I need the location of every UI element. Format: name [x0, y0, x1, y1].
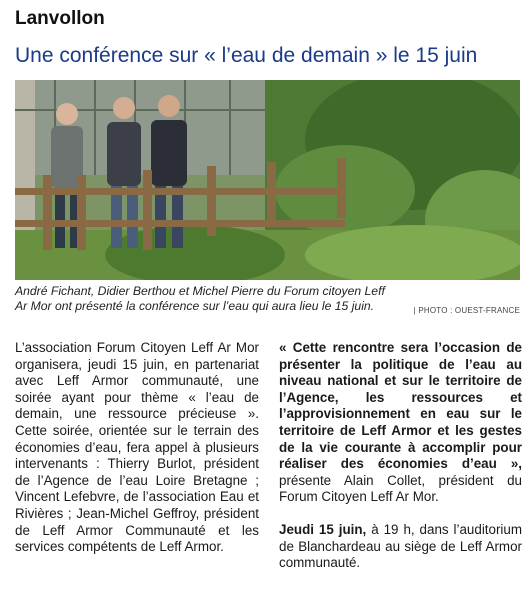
article-column-left: [15, 340, 259, 556]
photo-illustration: [15, 80, 520, 280]
quote-attribution: présente Alain Collet, président du Forum Citoyen Leff Ar Mor.: [279, 472, 522, 505]
event-date: Jeudi 15 juin,: [279, 521, 367, 537]
date-paragraph: [279, 522, 522, 572]
body-paragraph: L’association Forum Citoyen Leff Ar Mor organisera, jeudi 15 juin, en partenariat avec Leff Armor communauté, une soirée ayant pour thème « l’eau de demain, une ressource précieuse ». Cette soirée, orientée sur le terrain des économies d’eau, fera appel à plusieurs intervenants : Thierry Burlot, président de l’Agence de l’eau Loire Bretagne ; Vincent Lefebvre, de l’association Eau et Rivières ; Jean-Michel Geffroy, président de Leff Armor Communauté et les services compétents de Leff Armor.: [15, 340, 259, 555]
photo-caption: André Fichant, Didier Berthou et Michel Pierre du Forum citoyen Leff Ar Mor ont présenté la conférence sur l’eau qui aura lieu le 15 juin.: [15, 284, 385, 313]
photo-credit: | PHOTO : OUEST-FRANCE: [413, 306, 520, 315]
quote-text: « Cette rencontre sera l’occasion de présenter la politique de l’eau au niveau national et sur le territoire de l’Agence, les ressources et l’approvisionnement en eau sur le territoire de Leff Armor et les gestes de la vie courante à accomplir pour réaliser des économies d’eau »,: [279, 340, 522, 472]
article-column-right: [279, 340, 522, 572]
article-headline: Une conférence sur « l’eau de demain » le 15 juin: [15, 44, 478, 67]
event-details: à 19 h, dans l’auditorium de Blanchardeau au siège de Leff Armor communauté.: [279, 521, 522, 571]
article-photo: [15, 80, 520, 280]
quote-paragraph: [279, 340, 522, 506]
section-kicker: Lanvollon: [15, 8, 105, 29]
